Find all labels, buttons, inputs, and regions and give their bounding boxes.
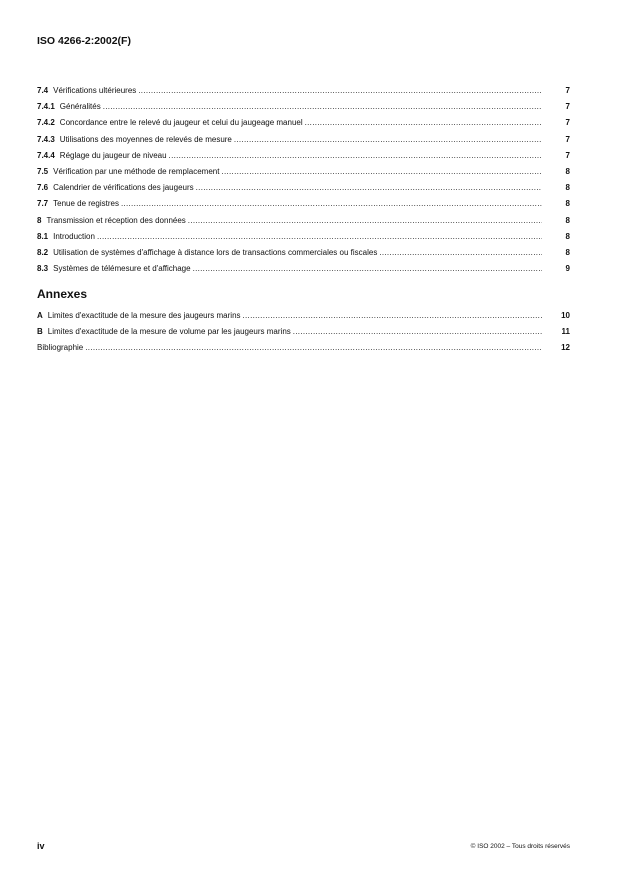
toc-entry[interactable] [37,308,570,324]
toc-entry[interactable] [37,115,570,131]
entry-number: A [37,311,43,320]
toc-entry[interactable] [37,148,570,164]
entry-number: 7.4 [37,86,49,95]
dot-leader [221,164,542,180]
entry-title: Bibliographie [37,343,84,353]
entry-number: 7.4.4 [37,150,55,160]
dot-leader [293,324,542,340]
entry-page: 7 [565,134,570,144]
entry-page: 7 [565,102,570,112]
entry-title: Limites d'exactitude de la mesure de volume par les jaugeurs marins [47,327,291,337]
entry-page: 7 [565,150,570,160]
entry-title: Transmission et réception des données [46,215,186,225]
entry-title: Utilisation de systèmes d'affichage à distance lors de transactions commerciales ou fiscales [53,247,378,257]
entry-number: 7.4.3 [37,134,55,144]
dot-leader [193,261,542,277]
dot-leader [188,213,542,229]
toc-entry[interactable] [37,213,570,229]
toc-entry[interactable] [37,261,570,277]
entry-title: Concordance entre le relevé du jaugeur et celui du jaugeage manuel [59,118,303,128]
toc-entry[interactable] [37,132,570,148]
entry-number: 8 [37,215,42,225]
copyright: © ISO 2002 – Tous droits réservés [470,843,570,850]
toc-entry[interactable] [37,340,570,356]
entry-number: 7.4.2 [37,118,55,128]
entry-title: Généralités [59,102,101,112]
toc-entry[interactable] [37,196,570,212]
dot-leader [196,180,542,196]
toc-entry[interactable] [37,245,570,261]
annexes-heading: Annexes [37,287,88,301]
document-id: ISO 4266-2:2002(F) [37,35,131,47]
dot-leader [138,83,542,99]
table-of-contents [37,83,570,277]
entry-title: Vérifications ultérieures [53,86,137,95]
toc-entry[interactable] [37,99,570,115]
dot-leader [379,245,542,261]
entry-page: 8 [565,215,570,225]
dot-leader [103,99,542,115]
entry-title: Systèmes de télémesure et d'affichage [53,264,191,274]
dot-leader [85,340,542,356]
dot-leader [234,132,542,148]
entry-page: 7 [565,86,570,95]
entry-page: 8 [565,199,570,209]
dot-leader [169,148,542,164]
entry-title: Limites d'exactitude de la mesure des jaugeurs marins [47,311,241,320]
entry-number: 8.2 [37,247,49,257]
entry-page: 11 [561,327,570,337]
entry-number: 8.1 [37,231,49,241]
toc-entry[interactable] [37,324,570,340]
entry-title: Utilisations des moyennes de relevés de mesure [59,134,232,144]
entry-number: B [37,327,43,337]
entry-page: 8 [565,247,570,257]
entry-title: Introduction [53,231,95,241]
entry-title: Tenue de registres [53,199,119,209]
entry-title: Réglage du jaugeur de niveau [59,150,167,160]
entry-number: 7.7 [37,199,49,209]
entry-page: 10 [561,311,570,320]
dot-leader [243,308,542,324]
entry-page: 8 [565,231,570,241]
entry-page: 8 [565,166,570,176]
entry-number: 7.4.1 [37,102,55,112]
entry-page: 9 [565,264,570,274]
entry-page: 7 [565,118,570,128]
toc-entry[interactable] [37,164,570,180]
page-number: iv [37,841,45,851]
entry-page: 12 [561,343,570,353]
entry-number: 8.3 [37,264,49,274]
dot-leader [305,115,542,131]
dot-leader [97,229,542,245]
entry-title: Calendrier de vérifications des jaugeurs [53,183,194,193]
toc-entry[interactable] [37,229,570,245]
annexes-list [37,308,570,357]
dot-leader [121,196,542,212]
entry-number: 7.6 [37,183,49,193]
entry-page: 8 [565,183,570,193]
entry-title: Vérification par une méthode de remplacement [53,166,220,176]
entry-number: 7.5 [37,166,49,176]
toc-entry[interactable] [37,83,570,99]
toc-entry[interactable] [37,180,570,196]
